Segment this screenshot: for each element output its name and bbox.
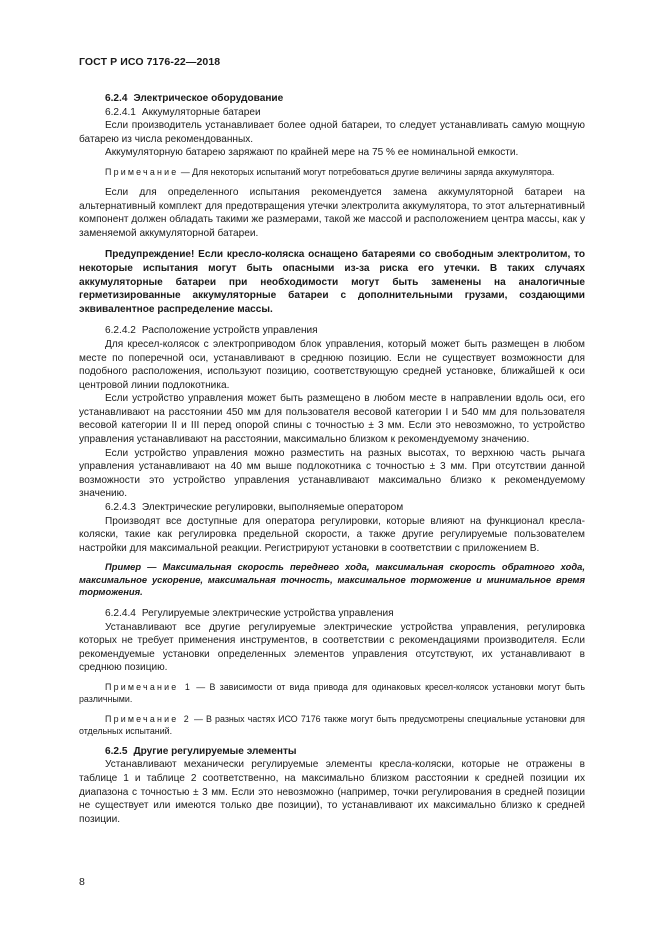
paragraph: Если устройство управления может быть размещено в любом месте в направлении вдоль оси, его устанавливают на расстоянии 450 мм для пользователя весовой категории I и 540 мм для пользователя весовой категории II и III перед опорой спины с точностью ± 3 мм. Если это невозможно, то устройство управления устанавливают на расстоянии, максимально близком к рекомендуемому значению. <box>79 393 585 446</box>
paragraph: Производят все доступные для оператора регулировки, которые влияют на функционал кресла-коляски, такие как регулировка предельной скорости, а также другие регулируемые пользователем настройки для максимальной реакции. Регистрируют установки в соответствии с приложением В. <box>79 515 585 554</box>
note-text: — В зависимости от вида привода для одинаковых кресел-колясок установки могут быть различными. <box>79 681 585 704</box>
paragraph: Если для определенного испытания рекомендуется замена аккумуляторной батареи на альтернативный комплект для предотвращения утечки электролита аккумулятора, то этот альтернативный компонент должен обладать такими же размерами, такой же массой и расположением центра массы, как у заменяемой аккумуляторной батареи. <box>79 186 585 239</box>
section-number: 6.2.4.4 <box>105 607 136 619</box>
paragraph: Аккумуляторную батарею заряжают по крайней мере на 75 % ее номинальной емкости. <box>105 147 519 159</box>
paragraph: Для кресел-колясок с электроприводом блок управления, который может быть размещен в любом месте по поперечной оси, устанавливают в среднюю позицию. Если не существует возможности для подобного расположения, используют позицию, соответствующую средней установке, ближайшей к оси центровой линии подлокотника. <box>79 338 585 391</box>
section-number: 6.2.4.3 <box>105 502 136 514</box>
section-heading <box>79 501 585 515</box>
example <box>79 561 585 599</box>
section-heading <box>79 745 585 759</box>
section-title: Другие регулируемые элементы <box>133 745 297 757</box>
paragraph: Если производитель устанавливает более одной батареи, то следует устанавливать самую мощную батарею из числа рекомендованных. <box>79 120 585 145</box>
note <box>79 681 585 705</box>
example-text: — Максимальная скорость переднего хода, максимальная скорость обратного хода, максимальное ускорение, максимальная точность, максимальное торможение и минимальное время торможения. <box>79 561 586 598</box>
page-number: 8 <box>79 876 85 888</box>
document-header: ГОСТ Р ИСО 7176-22—2018 <box>79 56 221 68</box>
page-body <box>79 92 585 826</box>
note-label: Примечание 1 <box>105 681 192 692</box>
section-number: 6.2.4.2 <box>105 325 136 337</box>
section-number: 6.2.5 <box>105 745 128 757</box>
section-title: Электрическое оборудование <box>133 93 284 104</box>
section-title: Регулируемые электрические устройства управления <box>141 607 394 619</box>
section-heading <box>79 106 585 120</box>
section-title: Аккумуляторные батареи <box>141 106 261 118</box>
paragraph: Устанавливают механически регулируемые элементы кресла-коляски, которые не отражены в таблице 1 и таблице 2 соответственно, на максимально близком расстоянии к средней позиции их диапазона с точностью ± 3 мм. Если это невозможно (например, точки регулирования в средней позиции не существует или имеются только две позиции), то устанавливают их максимально близко к средней позиции. <box>79 759 585 825</box>
note-text: — Для некоторых испытаний могут потребоваться другие величины заряда аккумулятора. <box>180 166 555 177</box>
section-heading <box>79 607 585 621</box>
section-title: Электрические регулировки, выполняемые оператором <box>141 502 404 514</box>
example-label: Пример <box>105 561 142 573</box>
section-heading <box>79 92 585 106</box>
warning-paragraph: Предупреждение! Если кресло-коляска оснащено батареями со свободным электролитом, то некоторые испытания могут быть опасными из-за риска его утечки. В таких случаях аккумуляторные батареи при необходимости могут быть заменены на аналогичные герметизированные аккумуляторные батареи с дополнительными грузами, создающими эквивалентное распределение массы. <box>79 249 585 315</box>
section-number: 6.2.4.1 <box>105 106 136 118</box>
note <box>79 713 585 737</box>
note-label: Примечание 2 <box>105 713 191 724</box>
section-number: 6.2.4 <box>105 93 128 104</box>
section-heading <box>79 324 585 338</box>
paragraph: Если устройство управления можно разместить на разных высотах, то верхнюю часть рычага управления устанавливают на 40 мм выше подлокотника с точностью ± 3 мм. При отсутствии данной возможности это устройство управления устанавливают максимально близко к рекомендуемому значению. <box>79 447 585 500</box>
section-title: Расположение устройств управления <box>141 325 318 337</box>
note-label: Примечание <box>105 166 179 177</box>
paragraph: Устанавливают все другие регулируемые электрические устройства управления, регулировка которых не требует применения инструментов, в соответствии с рекомендациями производителя. Если рекомендуемые установки определенных элементов управления отсутствуют, их устанавливают в среднюю позицию. <box>79 621 585 674</box>
note-text: — В разных частях ИСО 7176 также могут быть предусмотрены специальные установки для отдельных испытаний. <box>79 713 585 736</box>
note <box>79 166 585 178</box>
